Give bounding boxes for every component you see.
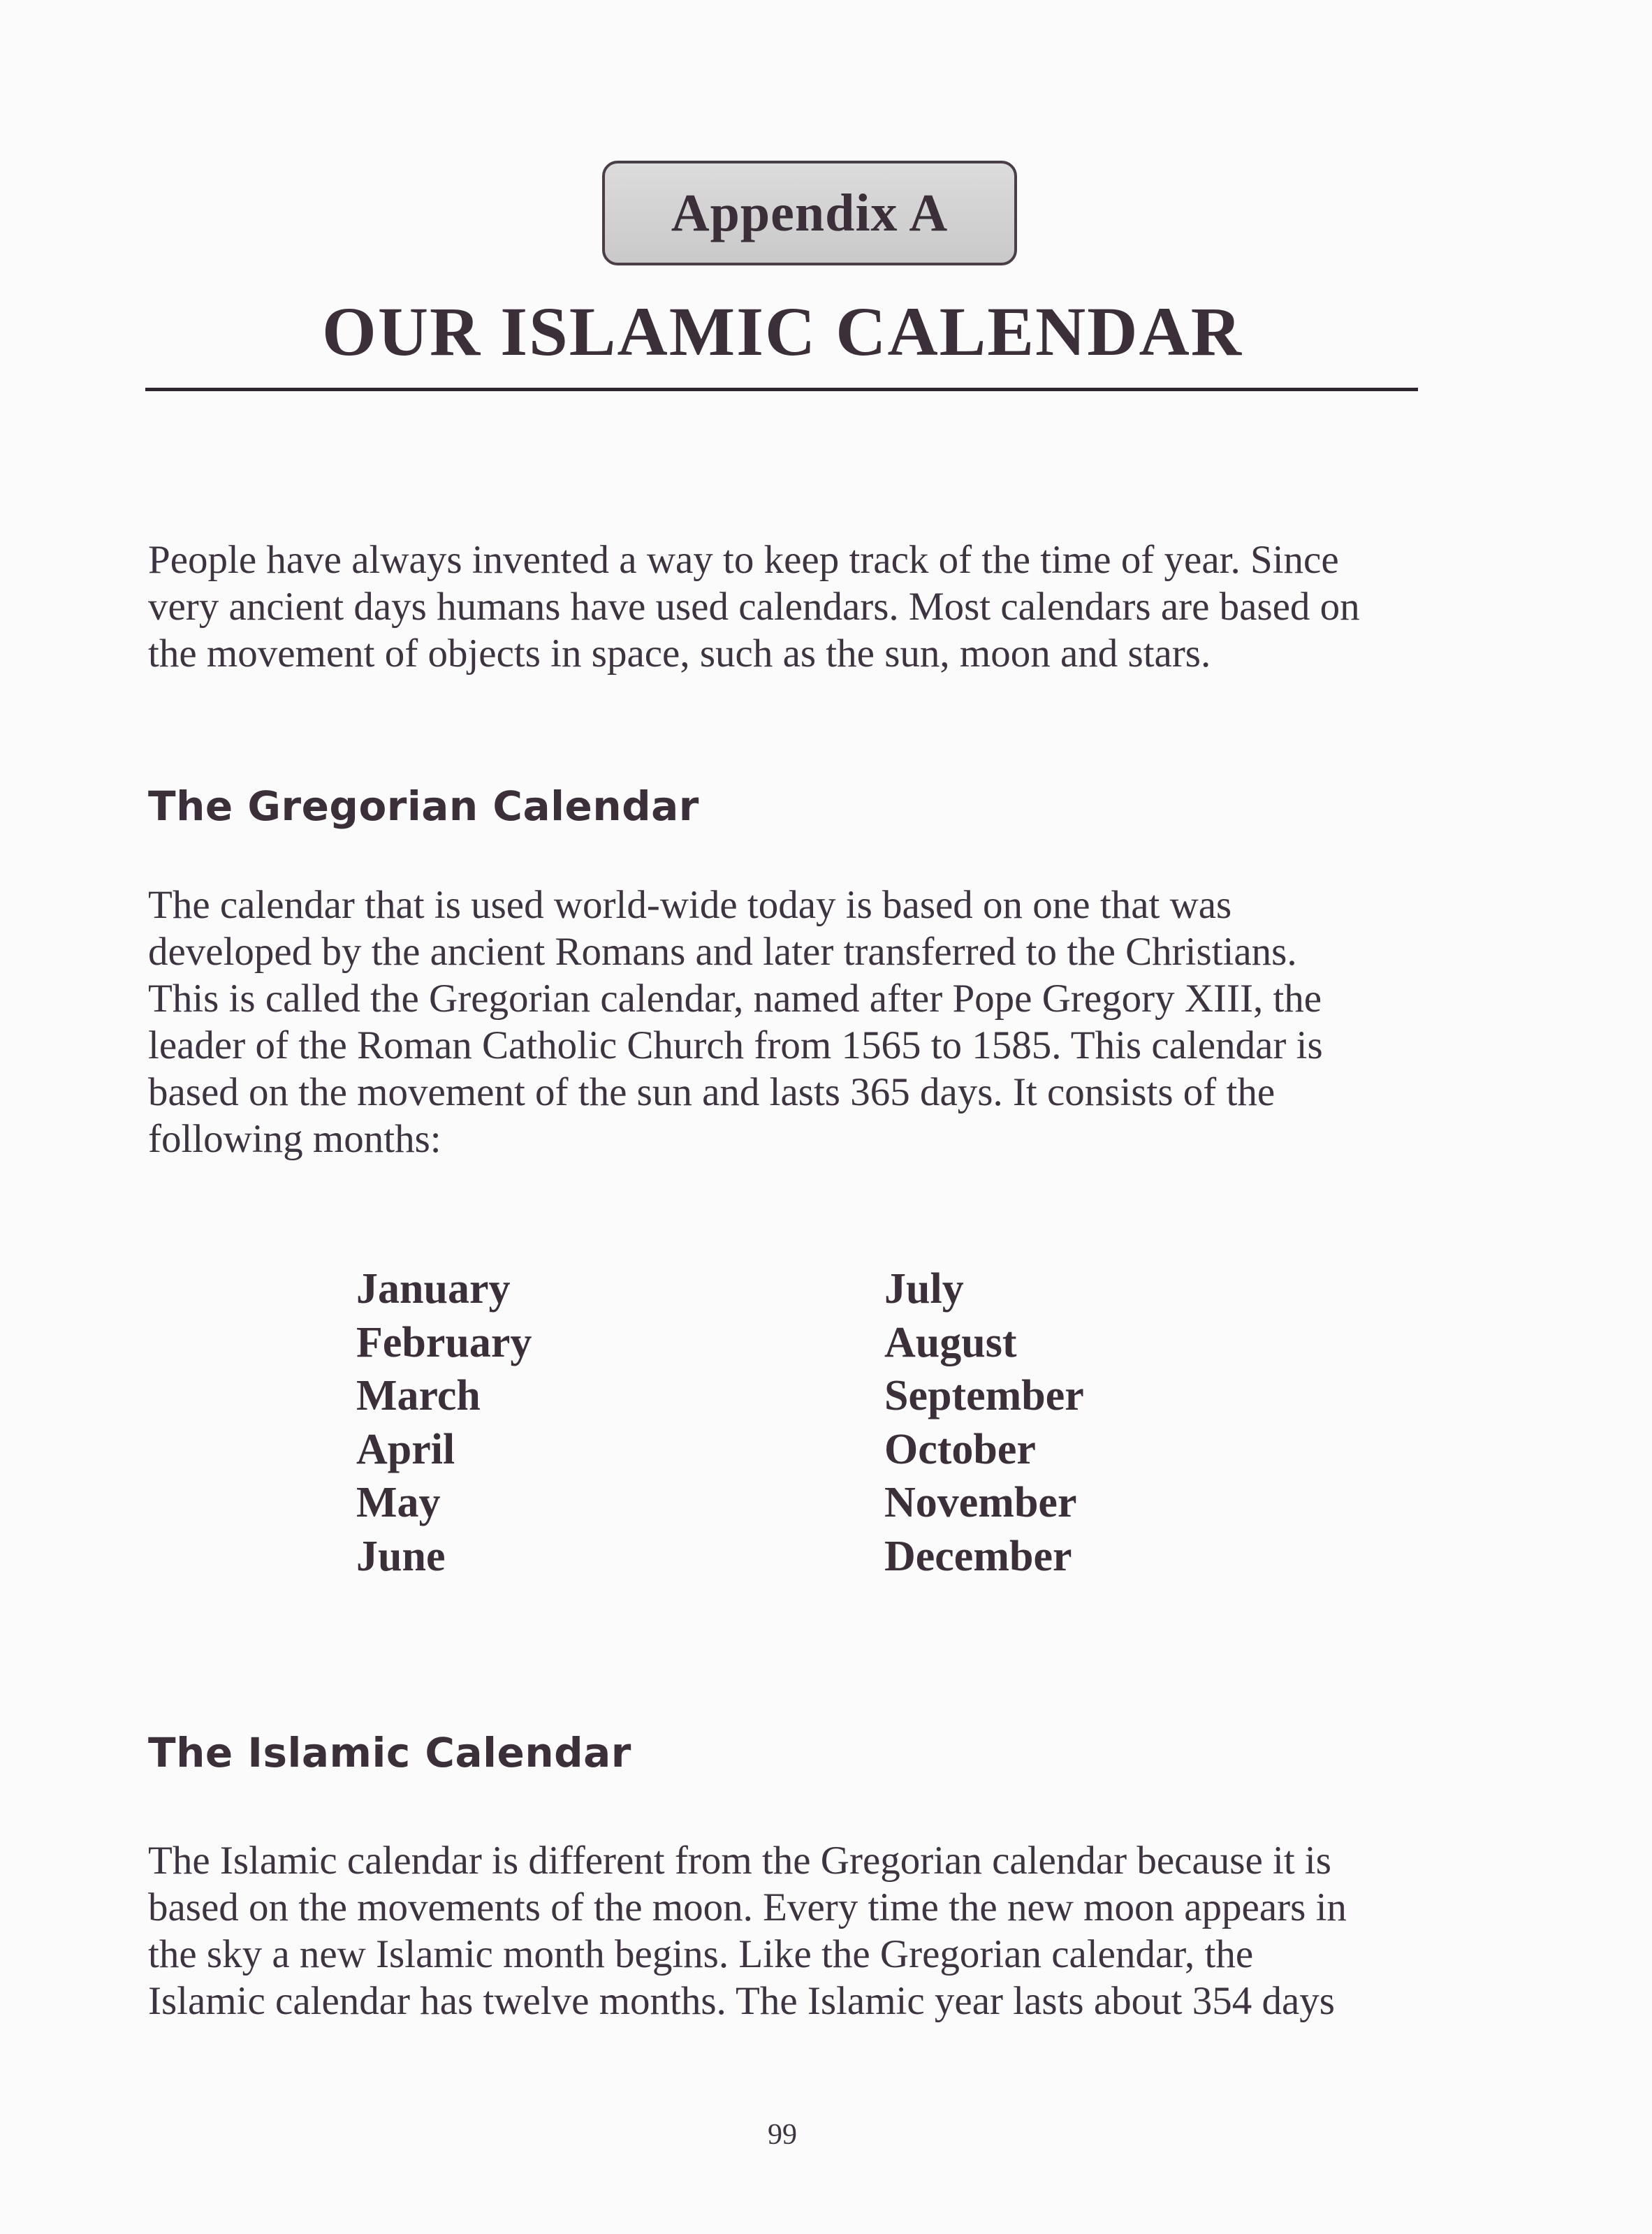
islamic-line: Islamic calendar has twelve months. The Islamic year lasts about 354 days: [148, 1979, 1335, 2023]
intro-paragraph: [148, 536, 1447, 677]
month-item: September: [884, 1372, 1084, 1419]
gregorian-line: based on the movement of the sun and lasts 365 days. It consists of the: [148, 1070, 1275, 1114]
page-title: OUR ISLAMIC CALENDAR: [322, 293, 1243, 370]
month-item: November: [884, 1479, 1077, 1526]
months-list-left: [356, 1262, 532, 1583]
gregorian-line: This is called the Gregorian calendar, named after Pope Gregory XIII, the: [148, 977, 1322, 1021]
appendix-label-box: [602, 161, 1017, 265]
appendix-label: Appendix A: [671, 183, 949, 242]
month-item: October: [884, 1425, 1036, 1473]
islamic-line: The Islamic calendar is different from the Gregorian calendar because it is: [148, 1839, 1331, 1883]
page-number: 99: [768, 2119, 797, 2151]
month-item: January: [356, 1265, 511, 1313]
gregorian-line: The calendar that is used world-wide today is based on one that was: [148, 883, 1232, 927]
islamic-paragraph: [148, 1837, 1447, 2024]
month-item: April: [356, 1425, 455, 1473]
month-item: February: [356, 1318, 532, 1366]
month-item: May: [356, 1479, 441, 1526]
gregorian-line: leader of the Roman Catholic Church from 1565 to 1585. This calendar is: [148, 1023, 1323, 1067]
month-item: March: [356, 1372, 481, 1419]
islamic-heading: The Islamic Calendar: [148, 1729, 631, 1776]
gregorian-line: following months:: [148, 1117, 441, 1161]
intro-line: the movement of objects in space, such as the sun, moon and stars.: [148, 631, 1211, 676]
intro-line: People have always invented a way to keep track of the time of year. Since: [148, 538, 1339, 582]
month-item: December: [884, 1532, 1072, 1580]
islamic-line: based on the movements of the moon. Every time the new moon appears in: [148, 1885, 1347, 1929]
month-item: July: [884, 1265, 964, 1313]
month-item: August: [884, 1318, 1017, 1366]
gregorian-heading: The Gregorian Calendar: [148, 782, 699, 830]
intro-line: very ancient days humans have used calendars. Most calendars are based on: [148, 585, 1360, 629]
title-divider: [145, 388, 1418, 391]
months-list-right: [884, 1262, 1084, 1583]
gregorian-paragraph: [148, 882, 1447, 1162]
month-item: June: [356, 1532, 446, 1580]
gregorian-line: developed by the ancient Romans and later transferred to the Christians.: [148, 930, 1297, 974]
islamic-line: the sky a new Islamic month begins. Like the Gregorian calendar, the: [148, 1932, 1254, 1976]
